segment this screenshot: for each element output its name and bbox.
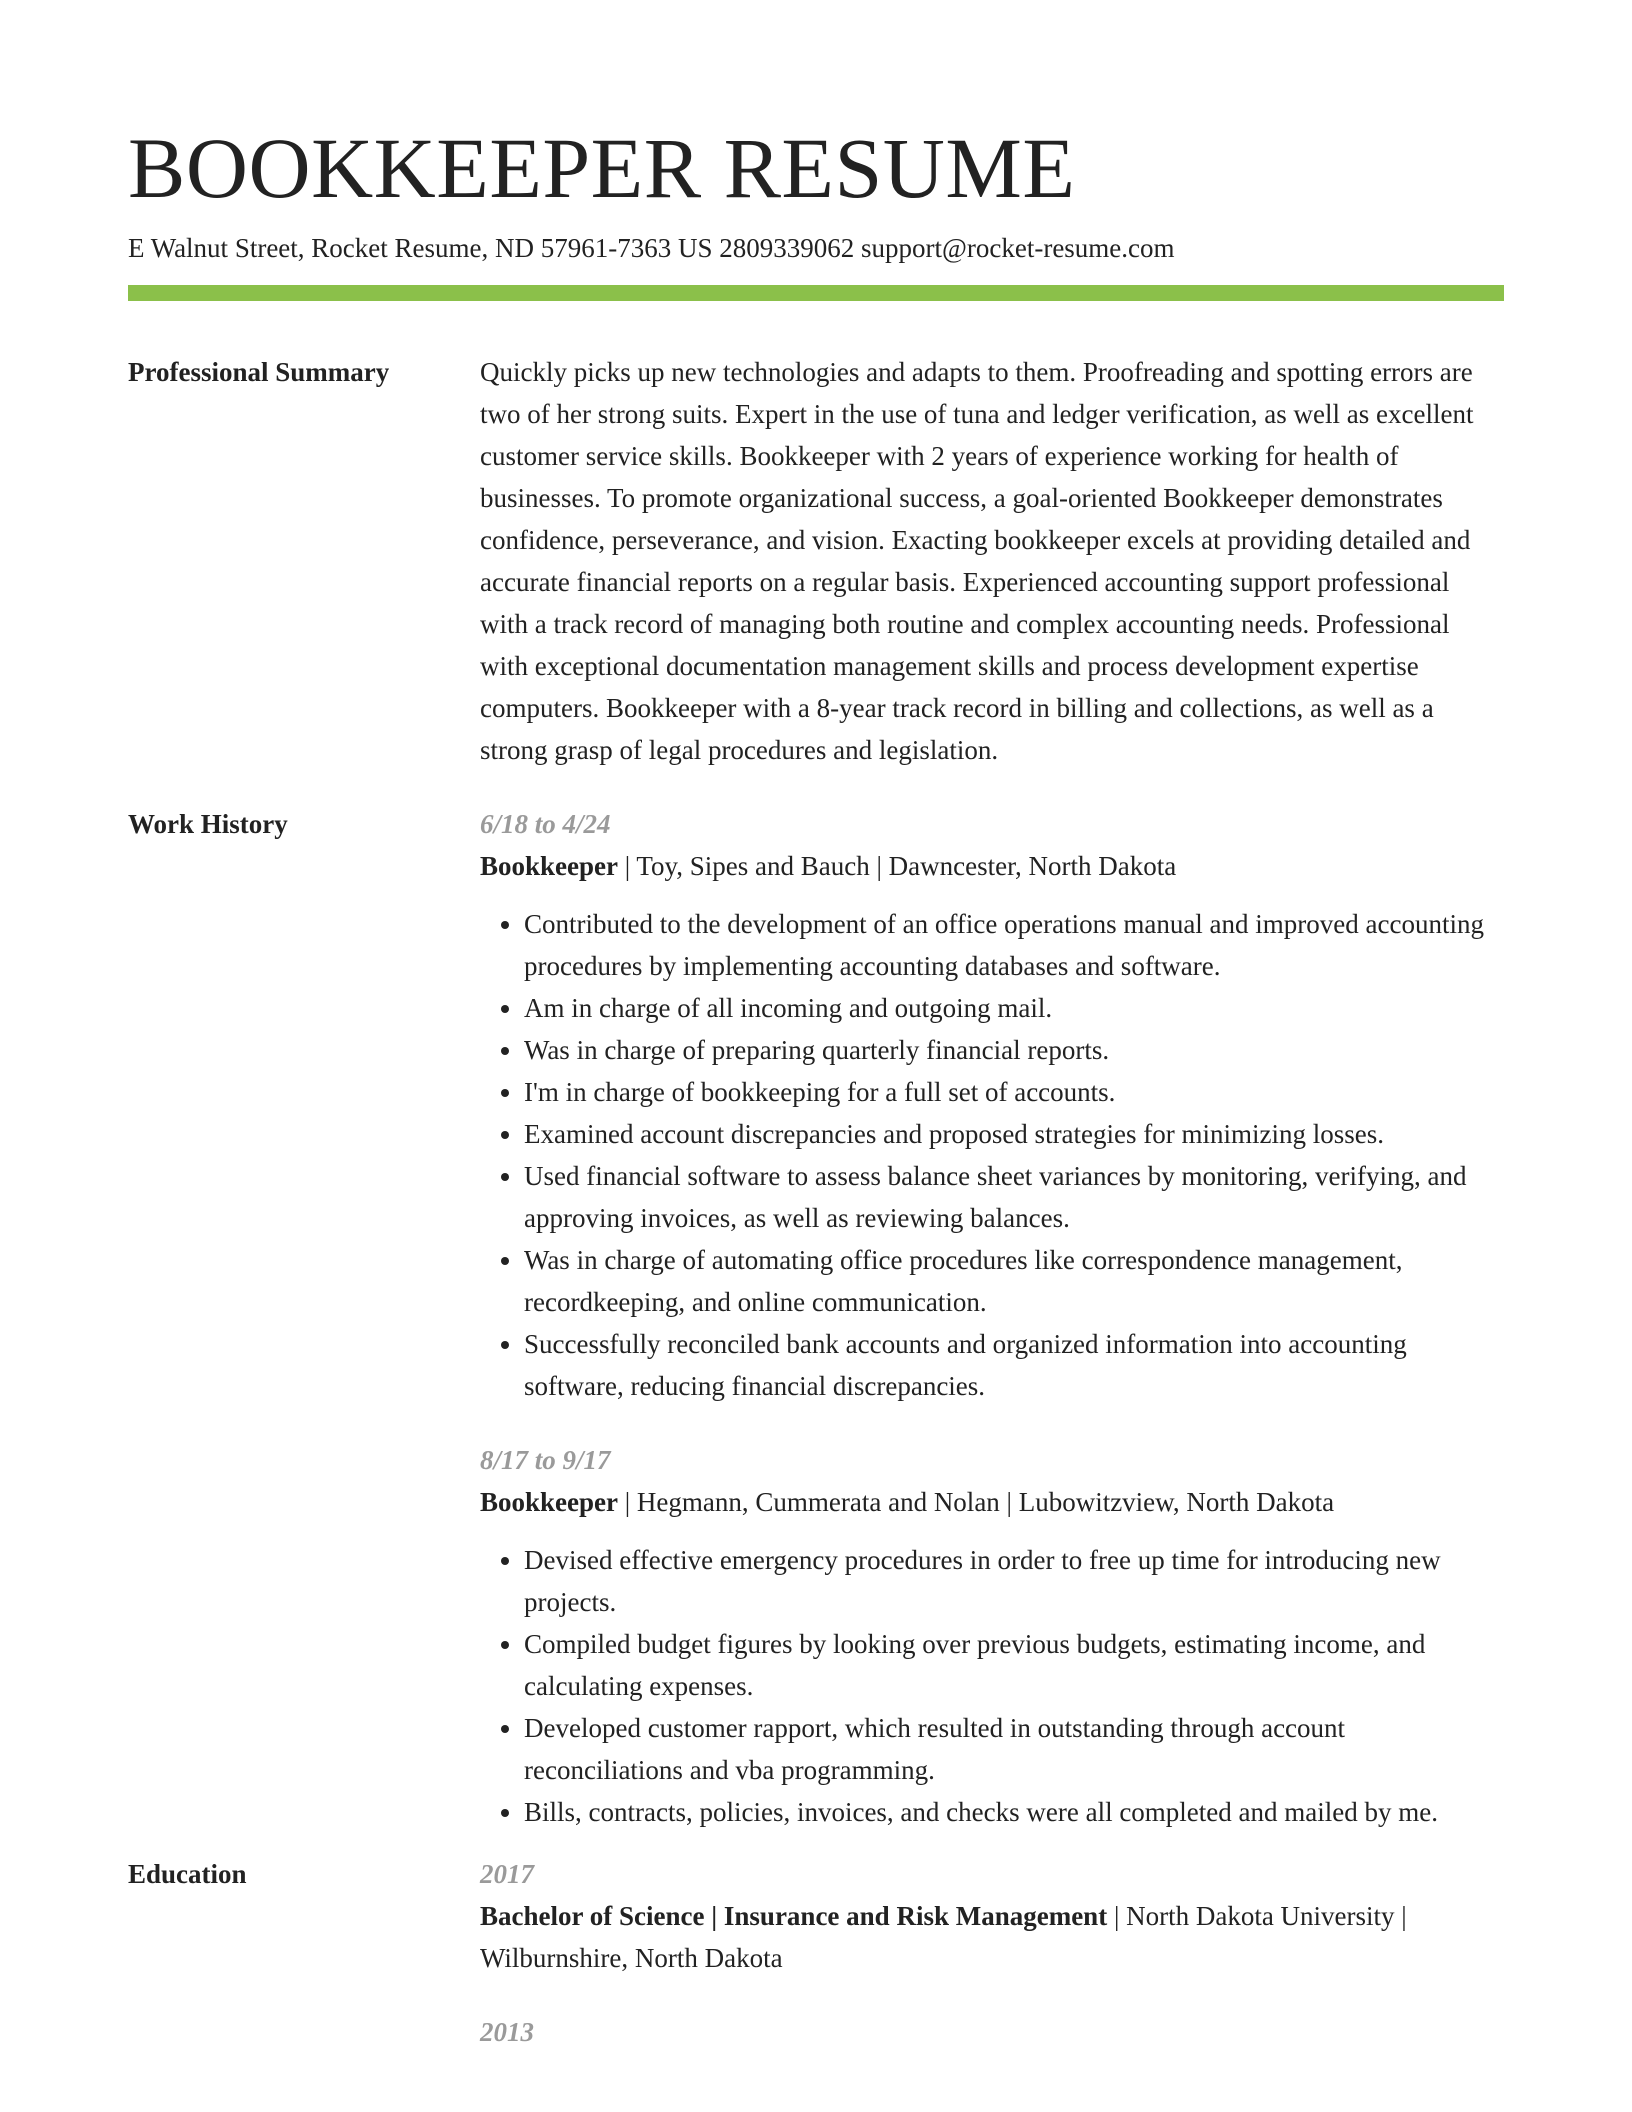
list-item: • I'm in charge of bookkeeping for a full set of accounts. (524, 1071, 1504, 1113)
education-section (128, 1853, 1504, 2053)
summary-text: Quickly picks up new technologies and adapts to them. Proofreading and spotting errors are two of her strong suits. Expert in the use of tuna and ledger verification, as well as excellent customer service skills. Bookkeeper with 2 years of experience working for health of businesses. To promote organizational success, a goal-oriented Bookkeeper demonstrates confidence, perseverance, and vision. Exacting bookkeeper excels at providing detailed and accurate financial reports on a regular basis. Experienced accounting support professional with a track record of managing both routine and complex accounting needs. Professional with exceptional documentation management skills and process development expertise computers. Bookkeeper with a 8-year track record in billing and collections, as well as a strong grasp of legal procedures and legislation. (480, 357, 1474, 765)
job-role-line (480, 845, 1504, 887)
list-item: • Am in charge of all incoming and outgoing mail. (524, 987, 1504, 1029)
job-dates: 6/18 to 4/24 (480, 809, 611, 839)
section-label-education: Education (128, 1859, 247, 1889)
list-item: • Developed customer rapport, which resulted in outstanding through account reconciliations and vba programming. (524, 1707, 1504, 1791)
job-entry (480, 803, 1504, 1407)
education-body (480, 1853, 1504, 2053)
education-degree: Bachelor of Science | Insurance and Risk Management (480, 1901, 1108, 1931)
job-title: Bookkeeper (480, 1487, 618, 1517)
job-employer-location: | Hegmann, Cummerata and Nolan | Lubowitzview, North Dakota (618, 1487, 1335, 1517)
list-item: • Contributed to the development of an office operations manual and improved accounting procedures by implementing accounting databases and software. (524, 903, 1504, 987)
contact-line: E Walnut Street, Rocket Resume, ND 57961-7363 US 2809339062 support@rocket-resume.com (128, 233, 1175, 263)
list-item: • Examined account discrepancies and proposed strategies for minimizing losses. (524, 1113, 1504, 1155)
header-divider (128, 285, 1504, 301)
section-label-summary: Professional Summary (128, 357, 390, 387)
job-employer-location: | Toy, Sipes and Bauch | Dawncester, North Dakota (618, 851, 1177, 881)
job-role-line (480, 1481, 1504, 1523)
education-year: 2013 (480, 2017, 534, 2047)
list-item: • Successfully reconciled bank accounts and organized information into accounting software, reducing financial discrepancies. (524, 1323, 1504, 1407)
list-item: • Bills, contracts, policies, invoices, and checks were all completed and mailed by me. (524, 1791, 1504, 1833)
list-item: • Was in charge of preparing quarterly financial reports. (524, 1029, 1504, 1071)
education-school-location: | North Dakota University | Wilburnshire, North Dakota (480, 1901, 1407, 1973)
section-label-work-history: Work History (128, 809, 288, 839)
job-dates: 8/17 to 9/17 (480, 1445, 611, 1475)
job-responsibilities (480, 903, 1504, 1407)
list-item: • Devised effective emergency procedures in order to free up time for introducing new projects. (524, 1539, 1504, 1623)
education-entry (480, 2011, 1504, 2053)
list-item: • Used financial software to assess balance sheet variances by monitoring, verifying, and approving invoices, as well as reviewing balances. (524, 1155, 1504, 1239)
list-item: • Was in charge of automating office procedures like correspondence management, recordkeeping, and online communication. (524, 1239, 1504, 1323)
education-year: 2017 (480, 1859, 534, 1889)
resume-title: BOOKKEEPER RESUME (128, 120, 1076, 216)
list-item: • Compiled budget figures by looking over previous budgets, estimating income, and calculating expenses. (524, 1623, 1504, 1707)
job-entry (480, 1439, 1504, 1833)
summary-section (128, 351, 1504, 771)
job-title: Bookkeeper (480, 851, 618, 881)
work-history-section (128, 803, 1504, 1833)
education-degree-line (480, 1895, 1504, 1979)
work-history-body (480, 803, 1504, 1833)
job-responsibilities (480, 1539, 1504, 1833)
resume-page (128, 118, 1504, 2053)
education-entry (480, 1853, 1504, 1979)
